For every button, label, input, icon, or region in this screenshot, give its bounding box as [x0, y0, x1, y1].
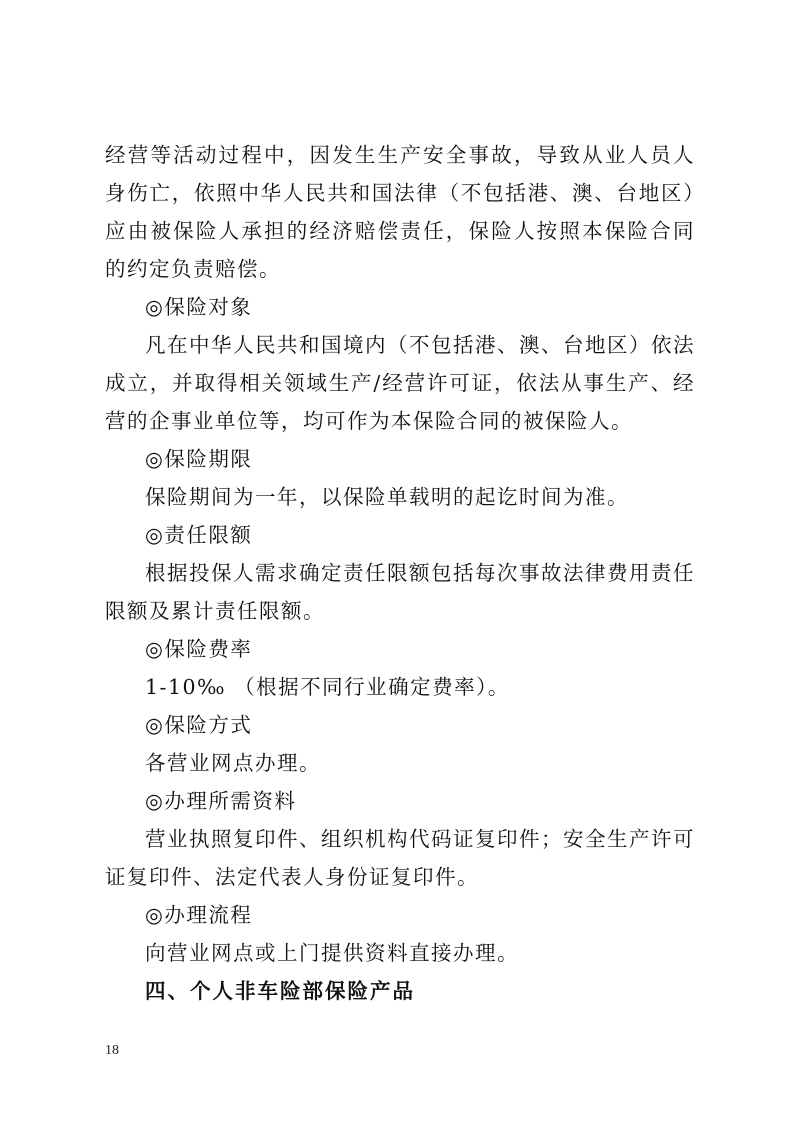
heading-required-documents: ◎办理所需资料	[145, 789, 297, 813]
paragraph-insurance-method: 各营业网点办理。	[145, 751, 321, 775]
section-heading-personal-non-auto: 四、个人非车险部保险产品	[145, 979, 415, 1003]
paragraph-insurance-period: 保险期间为一年，以保险单载明的起讫时间为准。	[145, 485, 629, 509]
paragraph-premium-rate: 1-10‰ （根据不同行业确定费率）。	[145, 675, 510, 699]
paragraph-required-documents: 营业执照复印件、组织机构代码证复印件；安全生产许可证复印件、法定代表人身份证复印件。	[105, 827, 695, 889]
heading-insurance-period: ◎保险期限	[145, 447, 253, 471]
page-number: 18	[105, 1043, 119, 1058]
paragraph-liability-limit: 根据投保人需求确定责任限额包括每次事故法律费用责任限额及累计责任限额。	[105, 561, 695, 623]
paragraph-liability-scope: 经营等活动过程中，因发生生产安全事故，导致从业人员人身伤亡，依照中华人民共和国法律（不包括港、澳、台地区）应由被保险人承担的经济赔偿责任，保险人按照本保险合同的约定负责赔偿。	[105, 143, 695, 281]
paragraph-insured-object: 凡在中华人民共和国境内（不包括港、澳、台地区）依法成立，并取得相关领域生产/经营许可证，依法从事生产、经营的企事业单位等，均可作为本保险合同的被保险人。	[105, 333, 695, 433]
paragraph-process: 向营业网点或上门提供资料直接办理。	[145, 941, 519, 965]
heading-insured-object: ◎保险对象	[145, 295, 253, 319]
heading-insurance-method: ◎保险方式	[145, 713, 253, 737]
heading-process: ◎办理流程	[145, 903, 253, 927]
heading-liability-limit: ◎责任限额	[145, 523, 253, 547]
document-body	[105, 136, 695, 1010]
heading-premium-rate: ◎保险费率	[145, 637, 253, 661]
